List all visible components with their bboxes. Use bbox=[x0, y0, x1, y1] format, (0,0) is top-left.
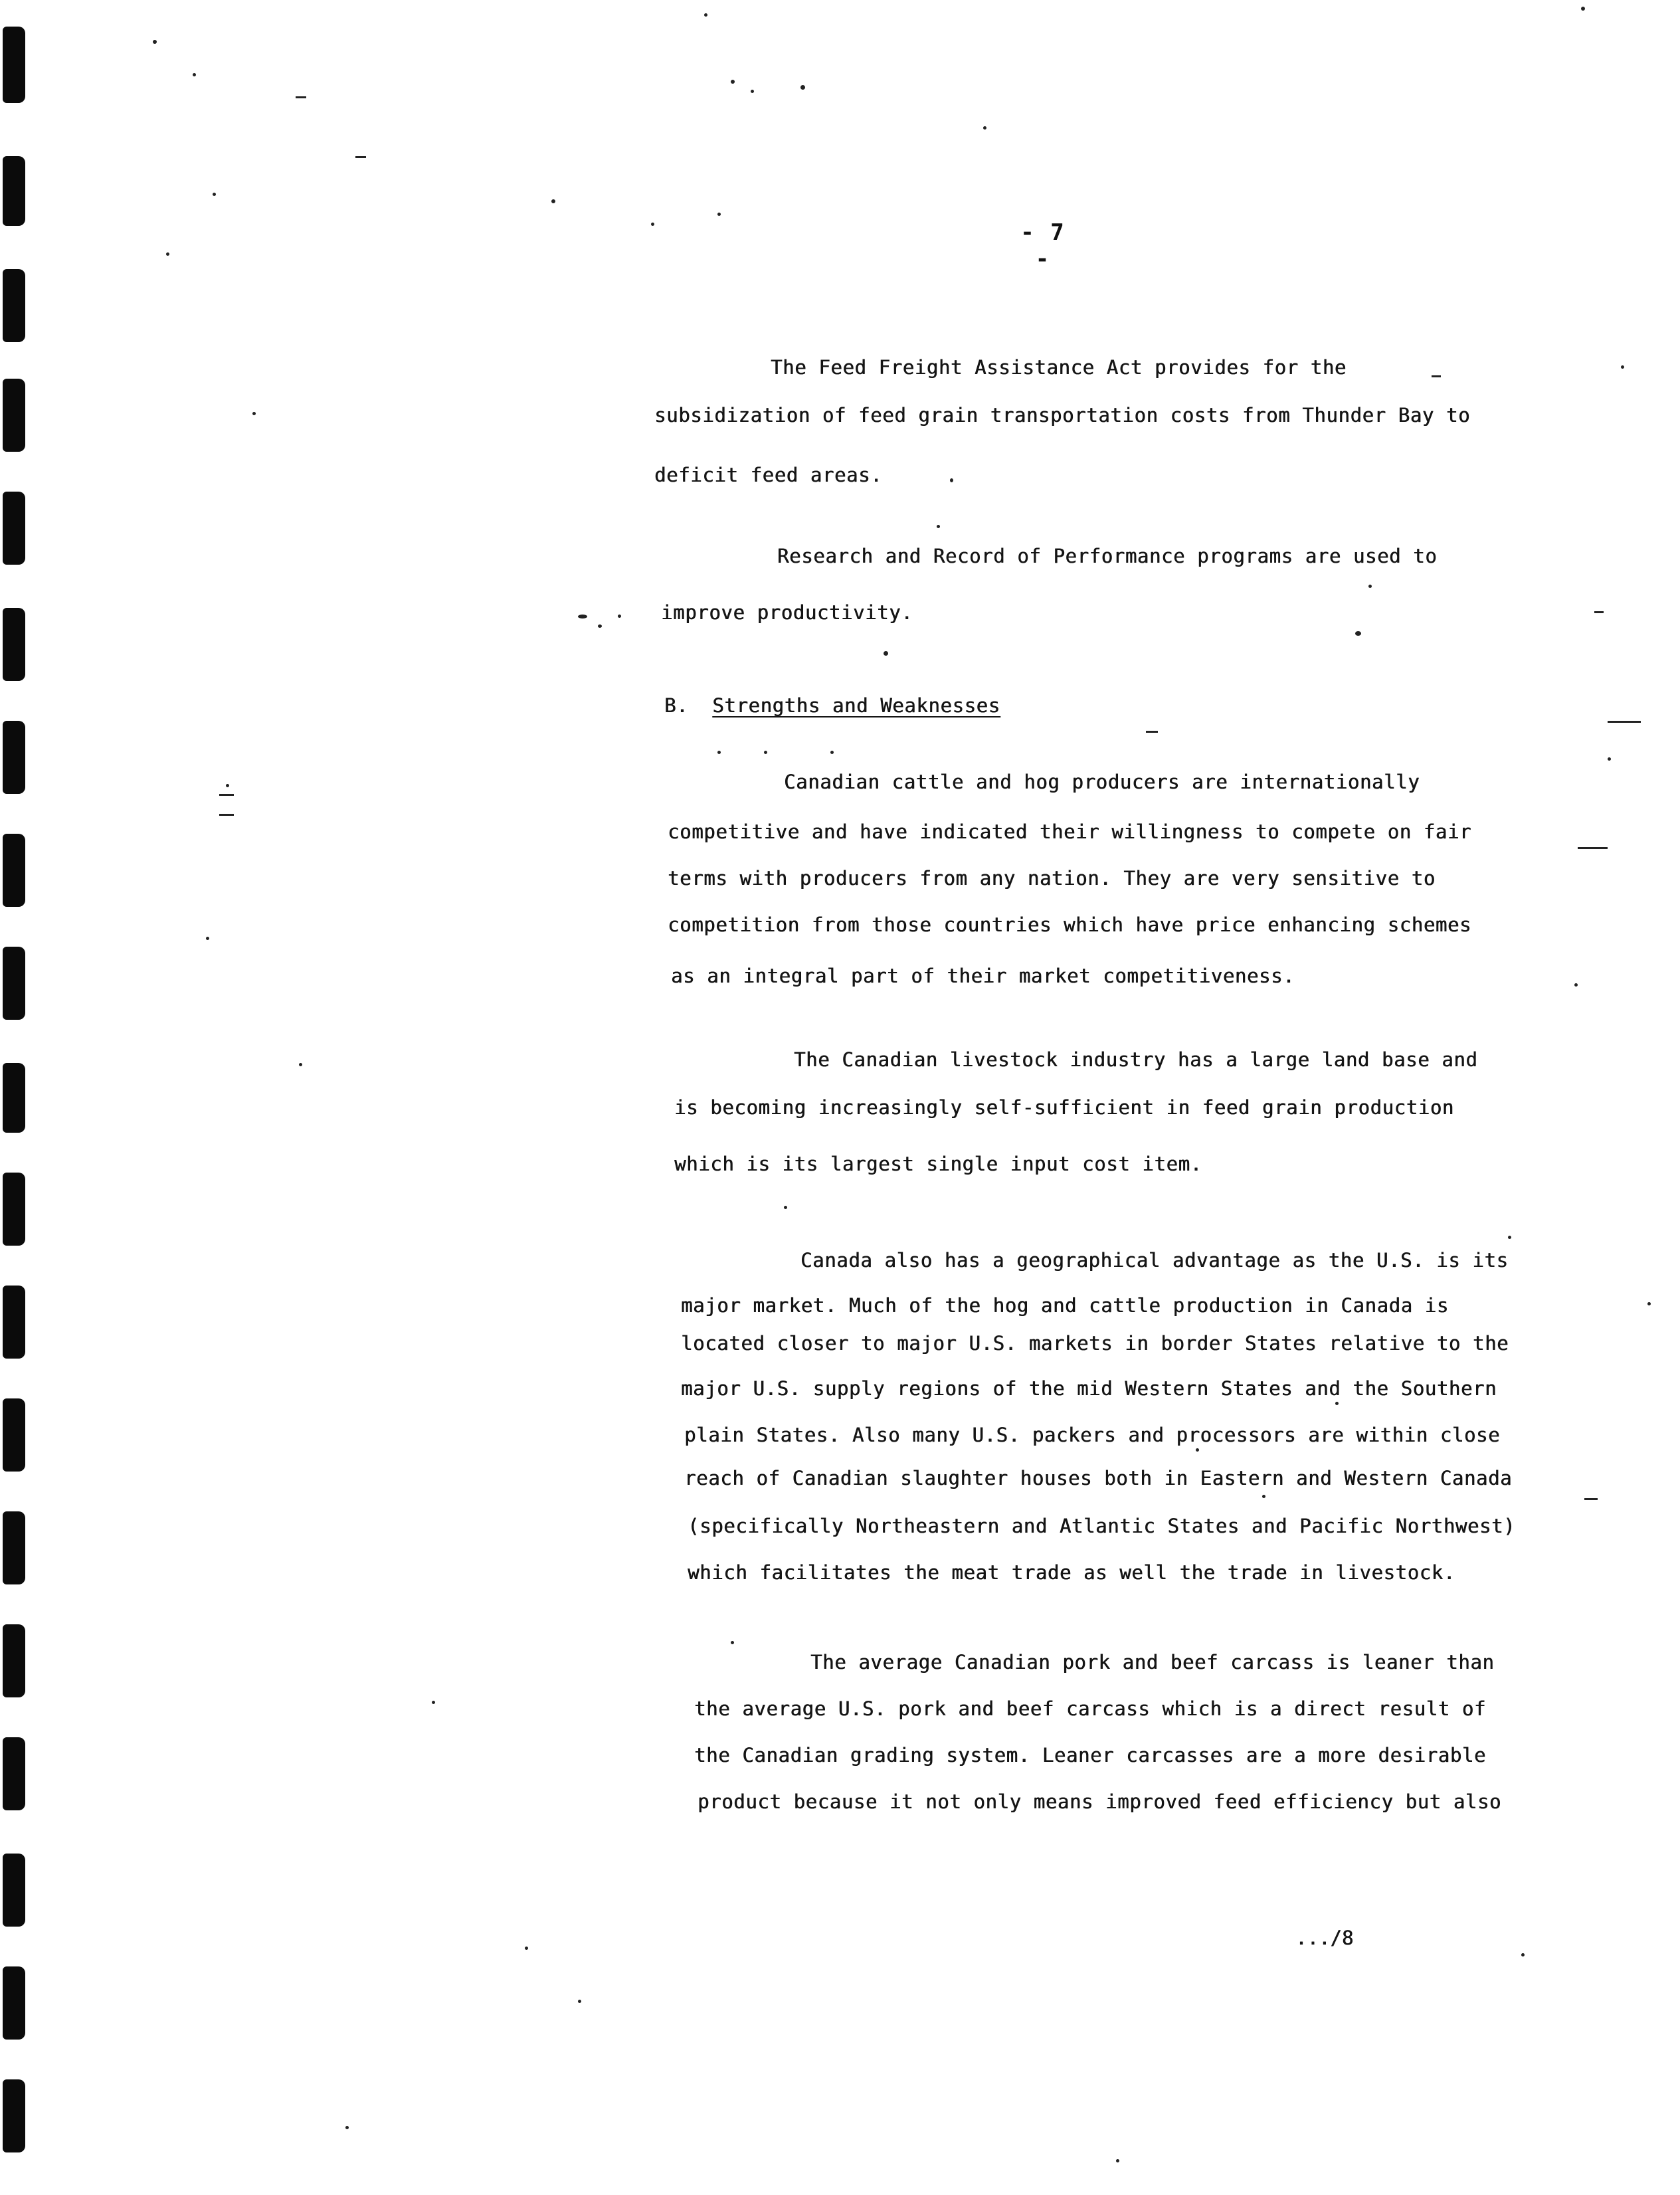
text-line: subsidization of feed grain transportation costs from Thunder Bay to bbox=[654, 404, 1471, 427]
scan-dash bbox=[296, 96, 306, 98]
continuation-marker: .../8 bbox=[1295, 1927, 1354, 1949]
binding-mark bbox=[3, 608, 25, 681]
scan-speck bbox=[226, 784, 229, 787]
scan-speck bbox=[1608, 757, 1611, 761]
scan-speck bbox=[1262, 1495, 1265, 1498]
text-line: improve productivity. bbox=[661, 601, 913, 624]
scan-speck bbox=[578, 2000, 581, 2003]
binding-mark bbox=[3, 1398, 25, 1472]
scan-dash bbox=[219, 794, 234, 796]
scan-speck bbox=[704, 13, 707, 17]
scan-dash bbox=[1584, 1498, 1598, 1500]
text-line: which facilitates the meat trade as well the trade in livestock. bbox=[688, 1561, 1455, 1584]
text-line: Canada also has a geographical advantage as the U.S. is its bbox=[800, 1249, 1509, 1272]
scan-speck bbox=[598, 624, 602, 628]
binding-mark bbox=[3, 834, 25, 907]
scan-speck bbox=[525, 1947, 528, 1950]
scan-dash bbox=[1146, 731, 1158, 733]
section-number: B. bbox=[664, 694, 689, 717]
text-line: major market. Much of the hog and cattle production in Canada is bbox=[681, 1294, 1449, 1317]
scan-speck bbox=[950, 478, 953, 482]
text-line: The Canadian livestock industry has a large land base and bbox=[794, 1048, 1478, 1071]
scan-speck bbox=[751, 90, 754, 93]
scan-speck bbox=[937, 525, 940, 528]
scan-speck bbox=[1574, 983, 1578, 987]
binding-mark bbox=[3, 1966, 25, 2040]
binding-mark bbox=[3, 492, 25, 565]
scan-speck bbox=[432, 1701, 435, 1704]
scan-speck bbox=[252, 412, 256, 415]
scan-speck bbox=[731, 1641, 734, 1644]
binding-mark bbox=[3, 2079, 25, 2152]
text-line: reach of Canadian slaughter houses both in Eastern and Western Canada bbox=[684, 1467, 1513, 1489]
scan-speck bbox=[1581, 7, 1585, 11]
section-title: Strengths and Weaknesses bbox=[712, 694, 1000, 717]
scan-speck bbox=[717, 213, 721, 216]
section-heading bbox=[664, 694, 1000, 717]
text-line: as an integral part of their market competitiveness. bbox=[671, 965, 1295, 987]
scan-speck bbox=[1335, 1402, 1339, 1405]
scan-speck bbox=[1508, 1236, 1511, 1239]
scan-speck bbox=[206, 937, 209, 940]
binding-mark bbox=[3, 379, 25, 452]
binding-mark bbox=[3, 1173, 25, 1246]
binding-mark bbox=[3, 156, 25, 226]
scan-speck bbox=[166, 252, 169, 256]
binding-mark bbox=[3, 27, 25, 103]
binding-mark bbox=[3, 1854, 25, 1927]
scan-speck bbox=[800, 85, 805, 90]
scan-speck bbox=[784, 1206, 787, 1209]
text-line: competition from those countries which have price enhancing schemes bbox=[668, 913, 1471, 936]
text-line: plain States. Also many U.S. packers and processors are within close bbox=[684, 1424, 1501, 1446]
text-line: is becoming increasingly self-sufficient in feed grain production bbox=[674, 1096, 1454, 1119]
text-line: competitive and have indicated their willingness to compete on fair bbox=[668, 820, 1471, 843]
scan-speck bbox=[1521, 1953, 1525, 1956]
scan-speck bbox=[1621, 365, 1624, 369]
text-line: the Canadian grading system. Leaner carcasses are a more desirable bbox=[694, 1744, 1486, 1766]
scan-speck bbox=[884, 651, 888, 656]
text-line: which is its largest single input cost item. bbox=[674, 1153, 1202, 1175]
scan-dash bbox=[1432, 375, 1441, 377]
binding-mark bbox=[3, 947, 25, 1020]
binding-mark bbox=[3, 1511, 25, 1584]
scan-speck bbox=[1647, 1302, 1651, 1305]
scan-speck bbox=[153, 40, 157, 44]
binding-mark bbox=[3, 1737, 25, 1810]
binding-mark bbox=[3, 1063, 25, 1133]
scan-dash bbox=[1608, 721, 1641, 723]
scan-dash bbox=[219, 814, 234, 816]
text-line: The average Canadian pork and beef carcass is leaner than bbox=[810, 1651, 1495, 1673]
text-line: (specifically Northeastern and Atlantic States and Pacific Northwest) bbox=[688, 1515, 1516, 1537]
scan-speck bbox=[618, 615, 621, 618]
text-line: The Feed Freight Assistance Act provides for the bbox=[771, 356, 1347, 379]
scan-speck bbox=[551, 199, 555, 203]
scan-dash bbox=[355, 156, 366, 158]
scan-dash bbox=[1594, 611, 1604, 613]
page-number: - 7 - bbox=[1020, 219, 1066, 272]
scan-speck bbox=[1355, 631, 1361, 636]
text-line: located closer to major U.S. markets in border States relative to the bbox=[681, 1332, 1509, 1355]
scan-speck bbox=[345, 2126, 349, 2129]
scan-speck bbox=[651, 223, 654, 226]
text-line: major U.S. supply regions of the mid Western States and the Southern bbox=[681, 1377, 1497, 1400]
scan-speck bbox=[193, 73, 196, 76]
scan-speck bbox=[1196, 1448, 1199, 1452]
scan-dash bbox=[1578, 847, 1608, 849]
scan-speck bbox=[830, 751, 834, 754]
scan-speck bbox=[1368, 585, 1372, 588]
binding-mark bbox=[3, 1624, 25, 1697]
text-line: the average U.S. pork and beef carcass which is a direct result of bbox=[694, 1697, 1486, 1720]
scan-speck bbox=[717, 751, 721, 754]
scan-speck bbox=[983, 126, 986, 130]
binding-mark bbox=[3, 721, 25, 794]
scan-speck bbox=[764, 751, 767, 754]
scan-speck bbox=[213, 193, 216, 196]
scan-speck bbox=[299, 1063, 302, 1066]
binding-mark bbox=[3, 269, 25, 342]
text-line: deficit feed areas. bbox=[654, 464, 883, 486]
scan-speck bbox=[578, 615, 587, 619]
text-line: Canadian cattle and hog producers are internationally bbox=[784, 771, 1420, 793]
text-line: Research and Record of Performance programs are used to bbox=[777, 545, 1438, 567]
text-line: product because it not only means improved feed efficiency but also bbox=[698, 1790, 1501, 1813]
text-line: terms with producers from any nation. They are very sensitive to bbox=[668, 867, 1436, 890]
binding-mark bbox=[3, 1286, 25, 1359]
scan-speck bbox=[731, 80, 735, 84]
scan-speck bbox=[1116, 2159, 1119, 2162]
